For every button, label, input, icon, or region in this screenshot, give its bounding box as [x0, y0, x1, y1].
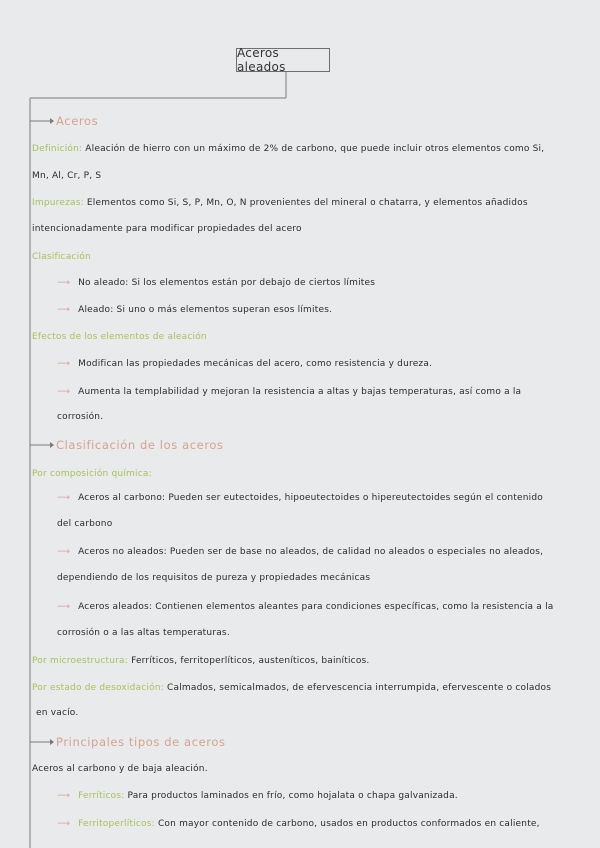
impurezas-line-2: intencionadamente para modificar propiedades del acero: [32, 224, 302, 234]
impurezas-text: Elementos como Si, S, P, Mn, O, N provenientes del mineral o chatarra, y elementos añadidos: [86, 198, 528, 208]
definicion-line-2: Mn, Al, Cr, P, S: [32, 171, 102, 181]
tipos-item: [57, 790, 458, 802]
page-title: Aceros aleados: [236, 48, 330, 72]
tipos-intro: Aceros al carbono y de baja aleación.: [32, 764, 208, 774]
clasificacion-item-text: No aleado: Si los elementos están por debajo de ciertos límites: [78, 278, 376, 288]
arrow-right-icon: ⟶: [57, 547, 71, 557]
composicion-item-text: Aceros aleados: Contienen elementos aleantes para condiciones específicas, como la resistencia a la: [78, 602, 554, 612]
arrow-right-icon: ⟶: [57, 493, 71, 503]
efectos-label: Efectos de los elementos de aleación: [32, 332, 207, 342]
efectos-item: [57, 386, 521, 398]
arrow-right-icon: ⟶: [57, 359, 71, 369]
arrow-right-icon: ⟶: [57, 791, 71, 801]
section-heading-clasificacion: Clasificación de los aceros: [56, 438, 224, 452]
efectos-item-text: Aumenta la templabilidad y mejoran la resistencia a altas y bajas temperaturas, así como a la: [78, 387, 522, 397]
arrow-right-icon: ⟶: [57, 819, 71, 829]
composicion-item: [57, 601, 554, 613]
composicion-item: [57, 546, 543, 558]
arrow-right-icon: ⟶: [57, 602, 71, 612]
clasificacion-item: [57, 304, 332, 316]
clasificacion-item-text: Aleado: Si uno o más elementos superan esos límites.: [78, 305, 333, 315]
microestructura-line: [32, 655, 370, 667]
impurezas-label: Impurezas:: [32, 198, 84, 208]
desoxidacion-line-2: en vacío.: [36, 708, 79, 718]
tipos-item-label: Ferríticos:: [78, 791, 125, 801]
arrow-right-icon: ⟶: [57, 387, 71, 397]
efectos-item-text: Modifican las propiedades mecánicas del acero, como resistencia y dureza.: [78, 359, 433, 369]
clasificacion-item: [57, 277, 375, 289]
microestructura-text: Ferríticos, ferritoperlíticos, austeníticos, bainíticos.: [131, 656, 370, 666]
impurezas-line: [32, 197, 528, 209]
microestructura-label: Por microestructura:: [32, 656, 128, 666]
composicion-item: [57, 492, 543, 504]
tipos-item: [57, 818, 540, 830]
desoxidacion-line: [32, 682, 551, 694]
tipos-item-text: Para productos laminados en frío, como hojalata o chapa galvanizada.: [127, 791, 458, 801]
definicion-label: Definición:: [32, 144, 83, 154]
desoxidacion-label: Por estado de desoxidación:: [32, 683, 164, 693]
composicion-label: Por composición química:: [32, 469, 152, 479]
composicion-item-text: Aceros no aleados: Pueden ser de base no aleados, de calidad no aleados o especiales no aleados,: [78, 547, 544, 557]
arrow-right-icon: ⟶: [57, 278, 71, 288]
composicion-item-text: Aceros al carbono: Pueden ser eutectoides, hipoeutectoides o hipereutectoides según el contenido: [78, 493, 543, 503]
definicion-text: Aleación de hierro con un máximo de 2% de carbono, que puede incluir otros elementos como Si,: [85, 144, 545, 154]
definicion-line: [32, 143, 544, 155]
composicion-item-continuation: del carbono: [57, 519, 113, 529]
section-heading-tipos: Principales tipos de aceros: [56, 735, 226, 749]
composicion-item-continuation: dependiendo de los requisitos de pureza y propiedades mecánicas: [57, 573, 371, 583]
clasificacion-label: Clasificación: [32, 252, 91, 262]
section-heading-aceros: Aceros: [56, 114, 99, 128]
composicion-item-continuation: corrosión o a las altas temperaturas.: [57, 628, 230, 638]
efectos-item-continuation: corrosión.: [57, 412, 104, 422]
tipos-item-text: Con mayor contenido de carbono, usados en productos conformados en caliente,: [157, 819, 540, 829]
desoxidacion-text: Calmados, semicalmados, de efervescencia interrumpida, efervescente o colados: [167, 683, 552, 693]
tipos-item-label: Ferritoperlíticos:: [78, 819, 155, 829]
arrow-right-icon: ⟶: [57, 305, 71, 315]
efectos-item: [57, 358, 432, 370]
